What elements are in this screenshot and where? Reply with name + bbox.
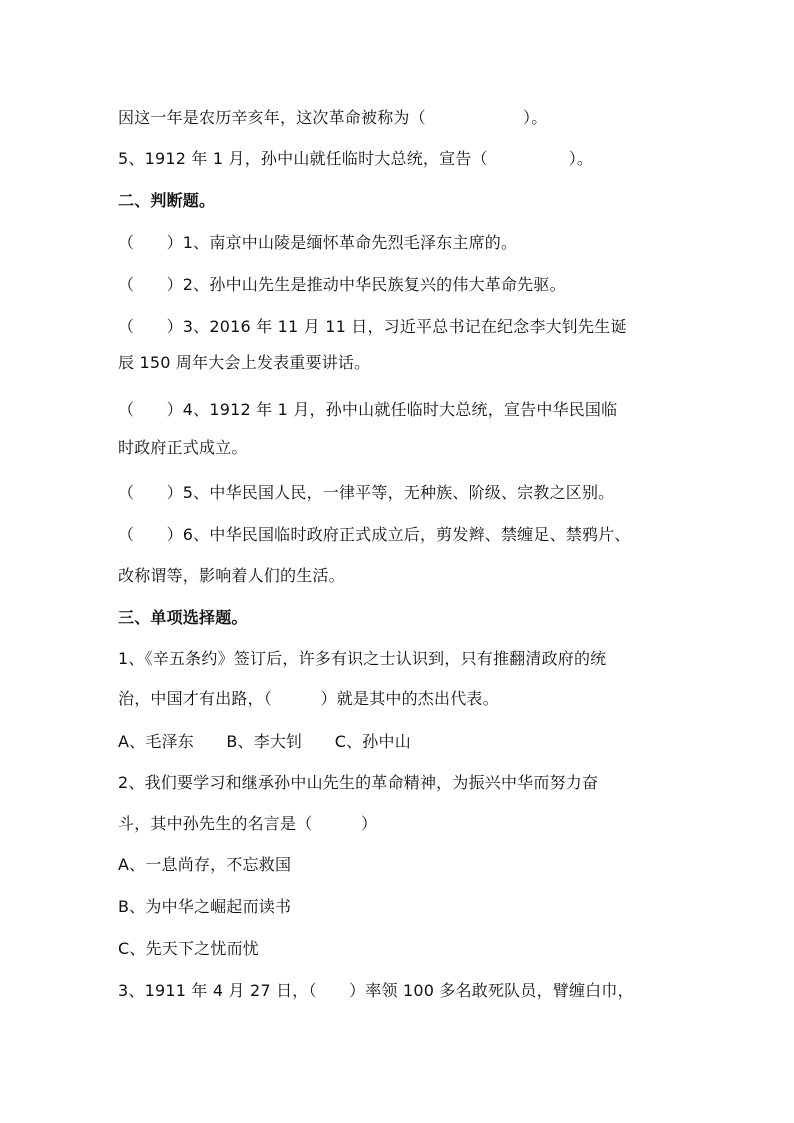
judgment-item-3-line-1: （ ）3、2016 年 11 月 11 日，习近平总书记在纪念李大钊先生诞 <box>118 317 627 336</box>
judgment-item-2: （ ）2、孙中山先生是推动中华民族复兴的伟大革命先驱。 <box>118 275 566 294</box>
choice-question-1-options: A、毛泽东 B、李大钊 C、孙中山 <box>118 732 411 751</box>
choice-question-2-option-c: C、先天下之忧而忧 <box>118 939 259 958</box>
fill-question-5: 5、1912 年 1 月，孙中山就任临时大总统，宣告（ ）。 <box>118 149 594 168</box>
section-heading-single-choice: 三、单项选择题。 <box>118 608 248 627</box>
judgment-item-6-line-1: （ ）6、中华民国临时政府正式成立后，剪发辫、禁缠足、禁鸦片、 <box>118 525 631 544</box>
section-heading-judgment: 二、判断题。 <box>118 191 216 210</box>
judgment-item-4-line-2: 时政府正式成立。 <box>118 438 248 457</box>
choice-question-2-option-a: A、一息尚存，不忘救国 <box>118 855 292 874</box>
choice-question-2-line-1: 2、我们要学习和继承孙中山先生的革命精神，为振兴中华而努力奋 <box>118 773 599 792</box>
judgment-item-5: （ ）5、中华民国人民，一律平等，无种族、阶级、宗教之区别。 <box>118 483 615 502</box>
choice-question-2-option-b: B、为中华之崛起而读书 <box>118 897 292 916</box>
choice-question-1-line-2: 治，中国才有出路，（ ）就是其中的杰出代表。 <box>118 689 499 708</box>
choice-question-2-line-2: 斗，其中孙先生的名言是（ ） <box>118 814 378 833</box>
judgment-item-1: （ ）1、南京中山陵是缅怀革命先烈毛泽东主席的。 <box>118 233 518 252</box>
judgment-item-3-line-2: 辰 150 周年大会上发表重要讲话。 <box>118 353 371 372</box>
choice-question-3-line-1: 3、1911 年 4 月 27 日，（ ）率领 100 多名敢死队员，臂缠白巾， <box>118 981 634 1000</box>
q4-continuation-line: 因这一年是农历辛亥年，这次革命被称为（ ）。 <box>118 108 548 127</box>
judgment-item-6-line-2: 改称谓等，影响着人们的生活。 <box>118 566 345 585</box>
judgment-item-4-line-1: （ ）4、1912 年 1 月，孙中山就任临时大总统，宣告中华民国临 <box>118 400 618 419</box>
choice-question-1-line-1: 1、《辛五条约》签订后，许多有识之士认识到，只有推翻清政府的统 <box>118 649 607 668</box>
